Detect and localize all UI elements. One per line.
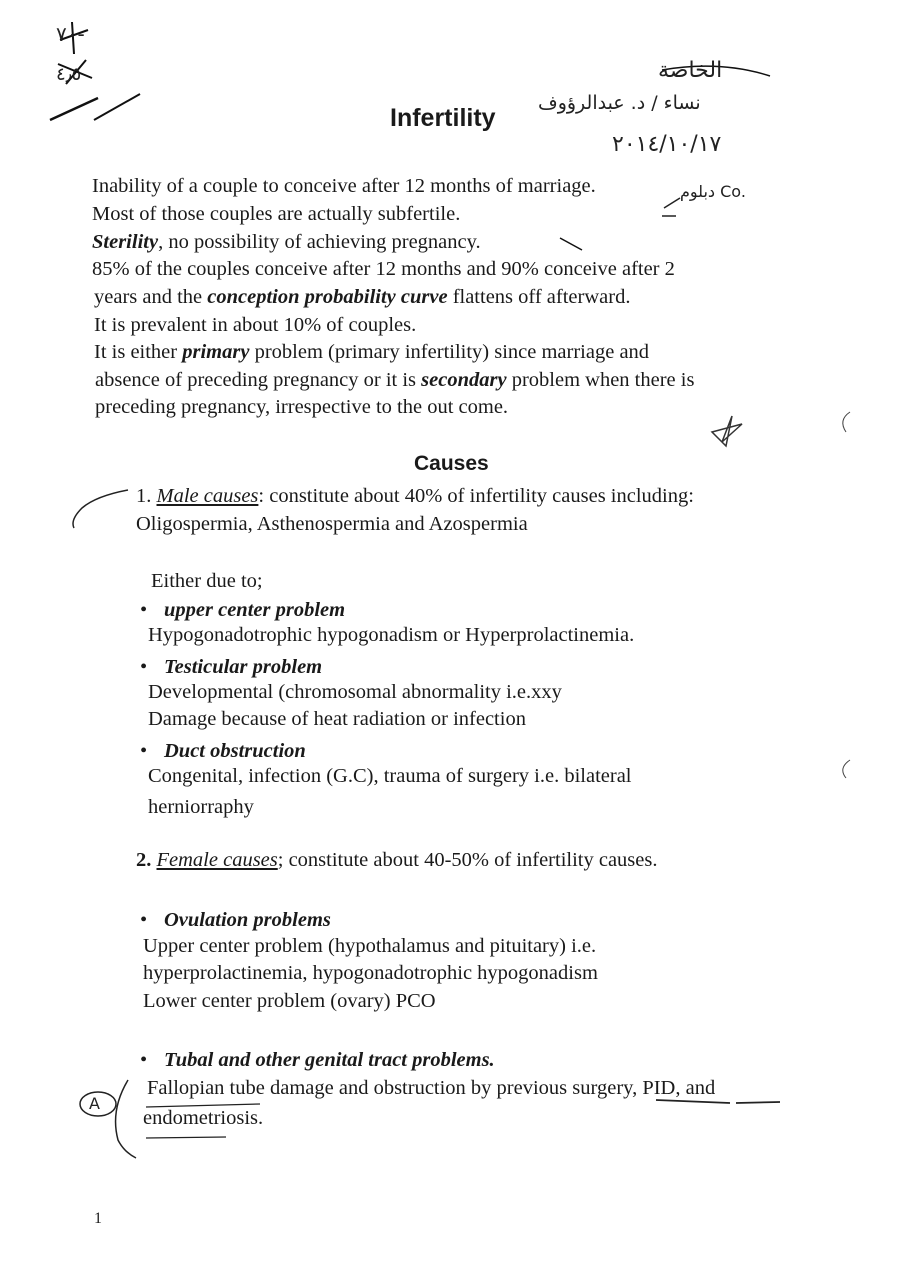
bullet-title: Ovulation problems: [164, 909, 331, 931]
female-bullet-2: • Tubal and other genital tract problems.: [140, 1049, 495, 1071]
pen-tick: [560, 238, 582, 250]
intro-line-7: It is either primary problem (primary infertility) since marriage and: [94, 341, 650, 363]
underline-surgery-pid: [656, 1100, 780, 1103]
term-secondary: secondary: [421, 369, 507, 391]
term-sterility: Sterility: [92, 231, 159, 253]
term-conception-curve: conception probability curve: [207, 286, 448, 308]
handwritten-score: ٤٫٥: [56, 64, 82, 85]
causes-heading: Causes: [414, 452, 489, 475]
female-bullet-2-text-1: Fallopian tube damage and obstruction by previous surgery, PID, and: [147, 1077, 716, 1099]
intro-line-5: years and the conception probability curve flattens off afterward.: [94, 286, 631, 308]
term-primary: primary: [182, 341, 250, 363]
intro-line-9: preceding pregnancy, irrespective to the out come.: [95, 396, 509, 418]
page-number: 1: [94, 1210, 102, 1227]
intro-line-1: Inability of a couple to conceive after 12 months of marriage.: [92, 175, 596, 197]
handwritten-top-left: ٧٠-: [56, 22, 85, 46]
male-types: Oligospermia, Asthenospermia and Azospermia: [136, 513, 528, 535]
handwritten-arabic-1: الخاصة: [658, 58, 723, 83]
intro-line-6: It is prevalent in about 10% of couples.: [94, 314, 417, 336]
margin-mark-2: [843, 760, 850, 778]
page-title: Infertility: [390, 104, 496, 132]
male-bullet-2: • Testicular problem: [140, 656, 323, 678]
pen-stroke-1: [50, 98, 98, 120]
bullet-title: upper center problem: [164, 599, 346, 621]
male-causes-label: Male causes: [156, 485, 259, 507]
handwritten-date: ٢٠١٤/١٠/١٧: [612, 132, 722, 157]
male-bullet-3: • Duct obstruction: [140, 740, 306, 762]
male-causes-line: 1. Male causes: constitute about 40% of infertility causes including:: [136, 485, 694, 507]
male-bullet-2-text-1: Developmental (chromosomal abnormality i.e.xxy: [148, 681, 562, 703]
female-causes-label: Female causes: [156, 849, 278, 871]
star-doodle: [712, 416, 742, 446]
bullet-title: Duct obstruction: [164, 740, 306, 762]
margin-stroke: [662, 198, 680, 216]
bullet-title: Tubal and other genital tract problems.: [164, 1049, 495, 1071]
handwritten-arabic-2: نساء / د. عبدالرؤوف: [538, 92, 701, 114]
pen-stroke-2: [94, 94, 140, 120]
handwritten-circle-a: A: [89, 1094, 100, 1113]
intro-line-4: 85% of the couples conceive after 12 months and 90% conceive after 2: [92, 258, 675, 280]
margin-mark-1: [843, 412, 850, 432]
female-bullet-1-text-2: hyperprolactinemia, hypogonadotrophic hypogonadism: [143, 962, 598, 984]
intro-line-2: Most of those couples are actually subfertile.: [92, 203, 461, 225]
female-bullet-2-text-2: endometriosis.: [143, 1107, 264, 1129]
female-bullet-1: • Ovulation problems: [140, 909, 331, 931]
bracket-mark: [116, 1080, 136, 1158]
male-bullet-1-text: Hypogonadotrophic hypogonadism or Hyperprolactinemia.: [148, 624, 635, 646]
margin-scribble: [73, 490, 128, 528]
male-bullet-3-text-2: herniorraphy: [148, 796, 254, 818]
bullet-title: Testicular problem: [164, 656, 323, 678]
female-bullet-1-text-3: Lower center problem (ovary) PCO: [143, 990, 436, 1012]
female-causes-line: 2. Female causes; constitute about 40-50% of infertility causes.: [136, 849, 658, 871]
intro-line-3: Sterility, no possibility of achieving pregnancy.: [92, 231, 481, 253]
male-bullet-2-text-2: Damage because of heat radiation or infection: [148, 708, 526, 730]
male-either: Either due to;: [151, 570, 263, 592]
female-bullet-1-text-1: Upper center problem (hypothalamus and pituitary) i.e.: [143, 935, 597, 957]
handwritten-margin-note: دبلوم Co.: [680, 182, 746, 201]
male-bullet-1: • upper center problem: [140, 599, 346, 621]
intro-line-8: absence of preceding pregnancy or it is secondary problem when there is: [95, 369, 695, 391]
male-bullet-3-text-1: Congenital, infection (G.C), trauma of surgery i.e. bilateral: [148, 765, 632, 787]
